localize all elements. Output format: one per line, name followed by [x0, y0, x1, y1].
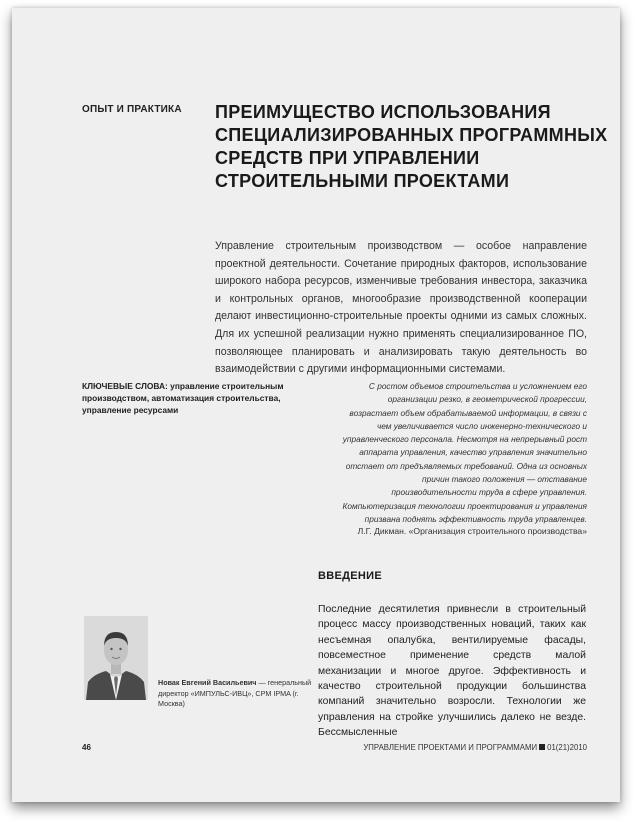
author-name: Новак Евгений Васильевич — [158, 678, 257, 687]
separator-square-icon — [539, 744, 545, 750]
keywords: КЛЮЧЕВЫЕ СЛОВА: управление строительным производством, автоматизация строительства, управление ресурсами — [82, 381, 284, 416]
page-number: 46 — [82, 743, 91, 752]
journal-issue: 01(21)2010 — [547, 743, 587, 752]
author-caption — [158, 678, 318, 710]
article-title: ПРЕИМУЩЕСТВО ИСПОЛЬЗОВАНИЯ СПЕЦИАЛИЗИРОВАННЫХ ПРОГРАММНЫХ СРЕДСТВ ПРИ УПРАВЛЕНИИ СТРОИТЕЛЬНЫМИ ПРОЕКТАМИ — [215, 102, 608, 191]
journal-page — [12, 8, 620, 802]
epigraph-quote: С ростом объемов строительства и усложнением его организации резко, в геометрической прогрессии, возрастает объем обрабатываемой информации, в связи с чем увеличивается число инженерно-технического и управленческого персонала. Несмотря на непрерывный рост аппарата управления, качество управления значительно отстает от предъявляемых требований. Одна из основных причин такого положения — отставание производительности труда в сфере управления. Компьютеризация технологии проектирования и управления призвана поднять эффективность труда управленцев. — [342, 381, 587, 524]
epigraph-source: Л.Г. Дикман. «Организация строительного производства» — [357, 526, 587, 536]
article-abstract: Управление строительным производством — особое направление проектной деятельности. Сочетание природных факторов, использование широкого набора ресурсов, изменчивые требования инвестора, заказчика и контрольных органов, многообразие производственной кооперации делают инвестиционно-строительные проекты одними из самых сложных. Для их успешной реализации нужно применять специализированное ПО, позволяющее планировать и анализировать такую деятельность во взаимодействии с другими информационными системами. — [215, 240, 587, 376]
introduction-text: Последние десятилетия привнесли в строительный процесс массу производственных новаций, таких как несъемная опалубка, вентилируемые фасады, повсеместное применение средств малой механизации и многое другое. Эффективность и качество строительной продукции большинства компаний значительно возросли. Технологии же управления на стройке улучшились далеко не везде. Бессмысленные — [318, 604, 586, 739]
author-photo — [84, 616, 148, 700]
journal-footer — [363, 743, 587, 752]
section-label: ОПЫТ И ПРАКТИКА — [82, 104, 182, 115]
journal-name: УПРАВЛЕНИЕ ПРОЕКТАМИ И ПРОГРАММАМИ — [363, 743, 538, 752]
section-heading-introduction: ВВЕДЕНИЕ — [318, 570, 382, 582]
author-role: — генеральный директор «ИМПУЛЬС-ИВЦ», CPM IPMA (г. Москва) — [158, 678, 312, 708]
